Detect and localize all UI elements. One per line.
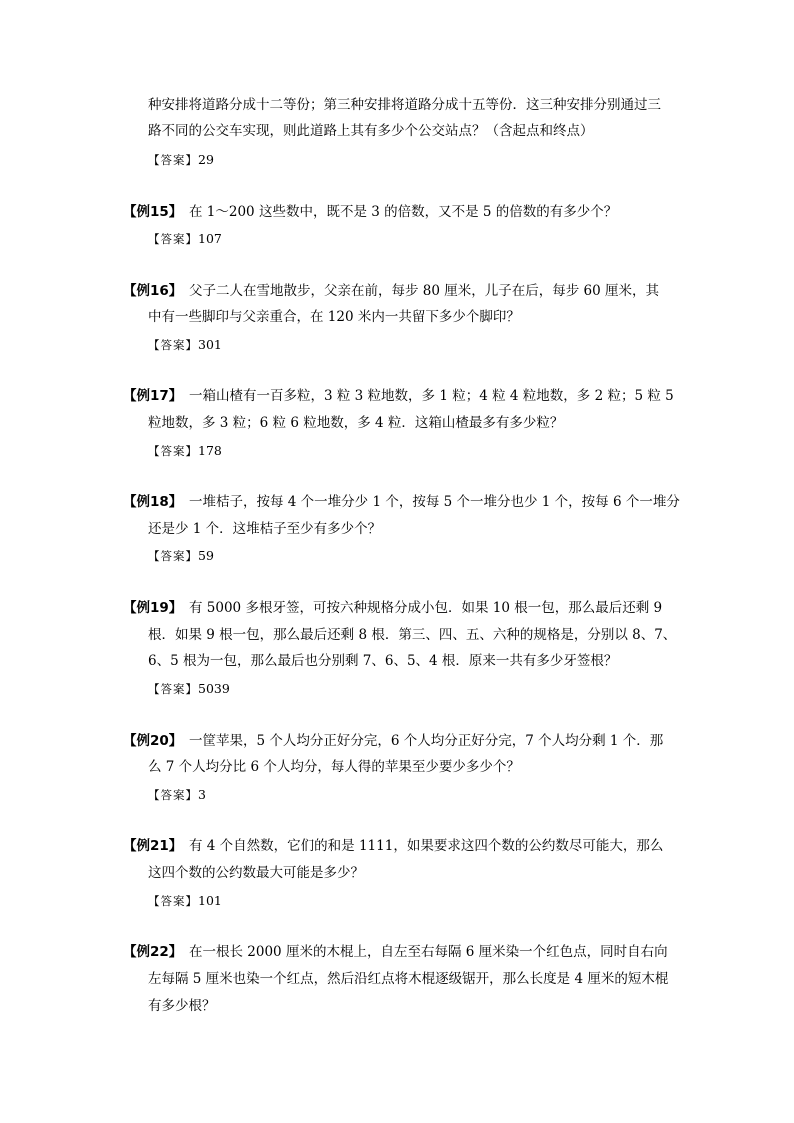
problem-number-19: 【例19】 — [123, 600, 183, 616]
problem-17-line-1: 一箱山楂有一百多粒，3 粒 3 粒地数，多 1 粒；4 粒 4 粒地数，多 2 粒；5 粒 5 — [189, 388, 674, 404]
problem-17-line-2: 粒地数，多 3 粒；6 粒 6 粒地数，多 4 粒．这箱山楂最多有多少粒？ — [148, 415, 564, 431]
problem-21-line-1: 有 4 个自然数，它们的和是 1111，如果要求这四个数的公约数尽可能大，那么 — [189, 838, 664, 854]
answer-value: 107 — [198, 231, 222, 246]
problem-18-line-1: 一堆桔子，按每 4 个一堆分少 1 个，按每 5 个一堆分也少 1 个，按每 6 个一堆分 — [189, 494, 680, 510]
answer-label: 【答案】 — [148, 444, 198, 458]
problem-18-line-2: 还是少 1 个．这堆桔子至少有多少个？ — [148, 521, 382, 537]
answer-value: 301 — [198, 337, 222, 352]
problem-number-18: 【例18】 — [123, 494, 183, 510]
problem-21-line-2: 这四个数的公约数最大可能是多少？ — [148, 865, 364, 881]
problem-15-answer — [148, 230, 222, 248]
answer-value: 5039 — [198, 681, 230, 696]
problem-19-line-2: 根．如果 9 根一包，那么最后还剩 8 根．第三、四、五、六种的规格是，分别以 8、7、 — [148, 627, 677, 643]
problem-16-answer — [148, 336, 222, 354]
answer-value: 101 — [198, 893, 222, 908]
problem-16-line-2: 中有一些脚印与父亲重合，在 120 米内一共留下多少个脚印？ — [148, 309, 520, 325]
problem-21-answer — [148, 892, 222, 910]
problem-20-line-2: 么 7 个人均分比 6 个人均分，每人得的苹果至少要少多少个？ — [148, 759, 520, 775]
problem-22-line-2: 左每隔 5 厘米也染一个红点，然后沿红点将木棍逐级锯开，那么长度是 4 厘米的短木棍 — [148, 971, 669, 987]
answer-value: 3 — [198, 787, 206, 802]
answer-label: 【答案】 — [148, 153, 198, 167]
problem-number-15: 【例15】 — [123, 204, 183, 220]
answer-value: 29 — [198, 152, 214, 167]
problem-17-answer — [148, 442, 222, 460]
intro-line-1: 种安排将道路分成十二等份；第三种安排将道路分成十五等份．这三种安排分别通过三 — [148, 97, 661, 113]
problem-16-line-1: 父子二人在雪地散步，父亲在前，每步 80 厘米，儿子在后，每步 60 厘米，其 — [189, 283, 660, 299]
intro-line-2: 路不同的公交车实现，则此道路上其有多少个公交站点？（含起点和终点） — [148, 123, 594, 139]
answer-label: 【答案】 — [148, 338, 198, 352]
problem-22-line-3: 有多少根？ — [148, 998, 216, 1014]
problem-18-answer — [148, 547, 214, 565]
answer-value: 178 — [198, 443, 222, 458]
problem-number-22: 【例22】 — [123, 944, 183, 960]
problem-19-answer — [148, 680, 230, 698]
answer-label: 【答案】 — [148, 682, 198, 696]
answer-label: 【答案】 — [148, 232, 198, 246]
problem-number-21: 【例21】 — [123, 838, 183, 854]
problem-20-line-1: 一筐苹果，5 个人均分正好分完，6 个人均分正好分完，7 个人均分剩 1 个．那 — [189, 733, 664, 749]
problem-19-line-1: 有 5000 多根牙签，可按六种规格分成小包．如果 10 根一包，那么最后还剩 9 — [189, 600, 663, 616]
problem-number-16: 【例16】 — [123, 283, 183, 299]
problem-number-20: 【例20】 — [123, 733, 183, 749]
problem-15-line-1: 在 1～200 这些数中，既不是 3 的倍数，又不是 5 的倍数的有多少个？ — [189, 204, 618, 220]
problem-19-line-3: 6、5 根为一包，那么最后也分别剩 7、6、5、4 根．原来一共有多少牙签根？ — [148, 653, 618, 669]
problem-20-answer — [148, 786, 206, 804]
intro-answer — [148, 151, 214, 169]
answer-label: 【答案】 — [148, 549, 198, 563]
answer-label: 【答案】 — [148, 788, 198, 802]
answer-value: 59 — [198, 548, 214, 563]
answer-label: 【答案】 — [148, 894, 198, 908]
problem-number-17: 【例17】 — [123, 388, 183, 404]
problem-22-line-1: 在一根长 2000 厘米的木棍上，自左至右每隔 6 厘米染一个红色点，同时自右向 — [189, 944, 668, 960]
